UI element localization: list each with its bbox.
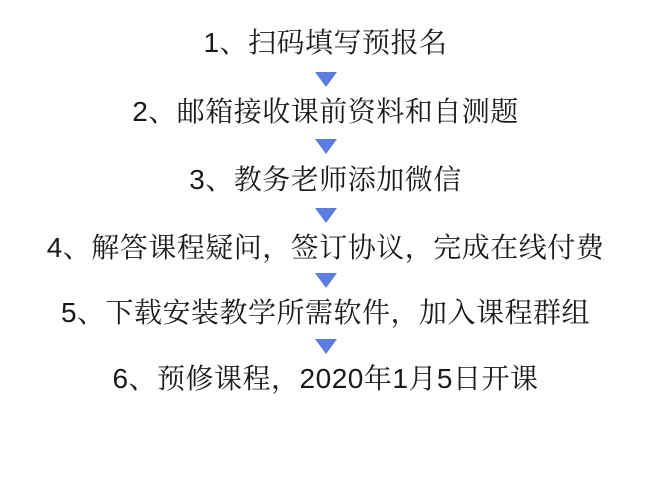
triangle-down-icon (315, 208, 337, 223)
flow-step-4: 4、解答课程疑问，签订协议，完成在线付费 (46, 231, 605, 263)
triangle-down-icon (315, 273, 337, 288)
flow-step-3: 3、教务老师添加微信 (189, 164, 462, 196)
flow-step-1: 1、扫码填写预报名 (203, 27, 448, 58)
triangle-down-icon (315, 339, 337, 354)
triangle-down-icon (315, 72, 337, 87)
flow-step-5: 5、下载安装教学所需软件，加入课程群组 (60, 297, 591, 329)
flow-step-2: 2、邮箱接收课前资料和自测题 (132, 95, 519, 127)
triangle-down-icon (315, 139, 337, 154)
flow-step-6: 6、预修课程，2020年1月5日开课 (112, 362, 539, 394)
